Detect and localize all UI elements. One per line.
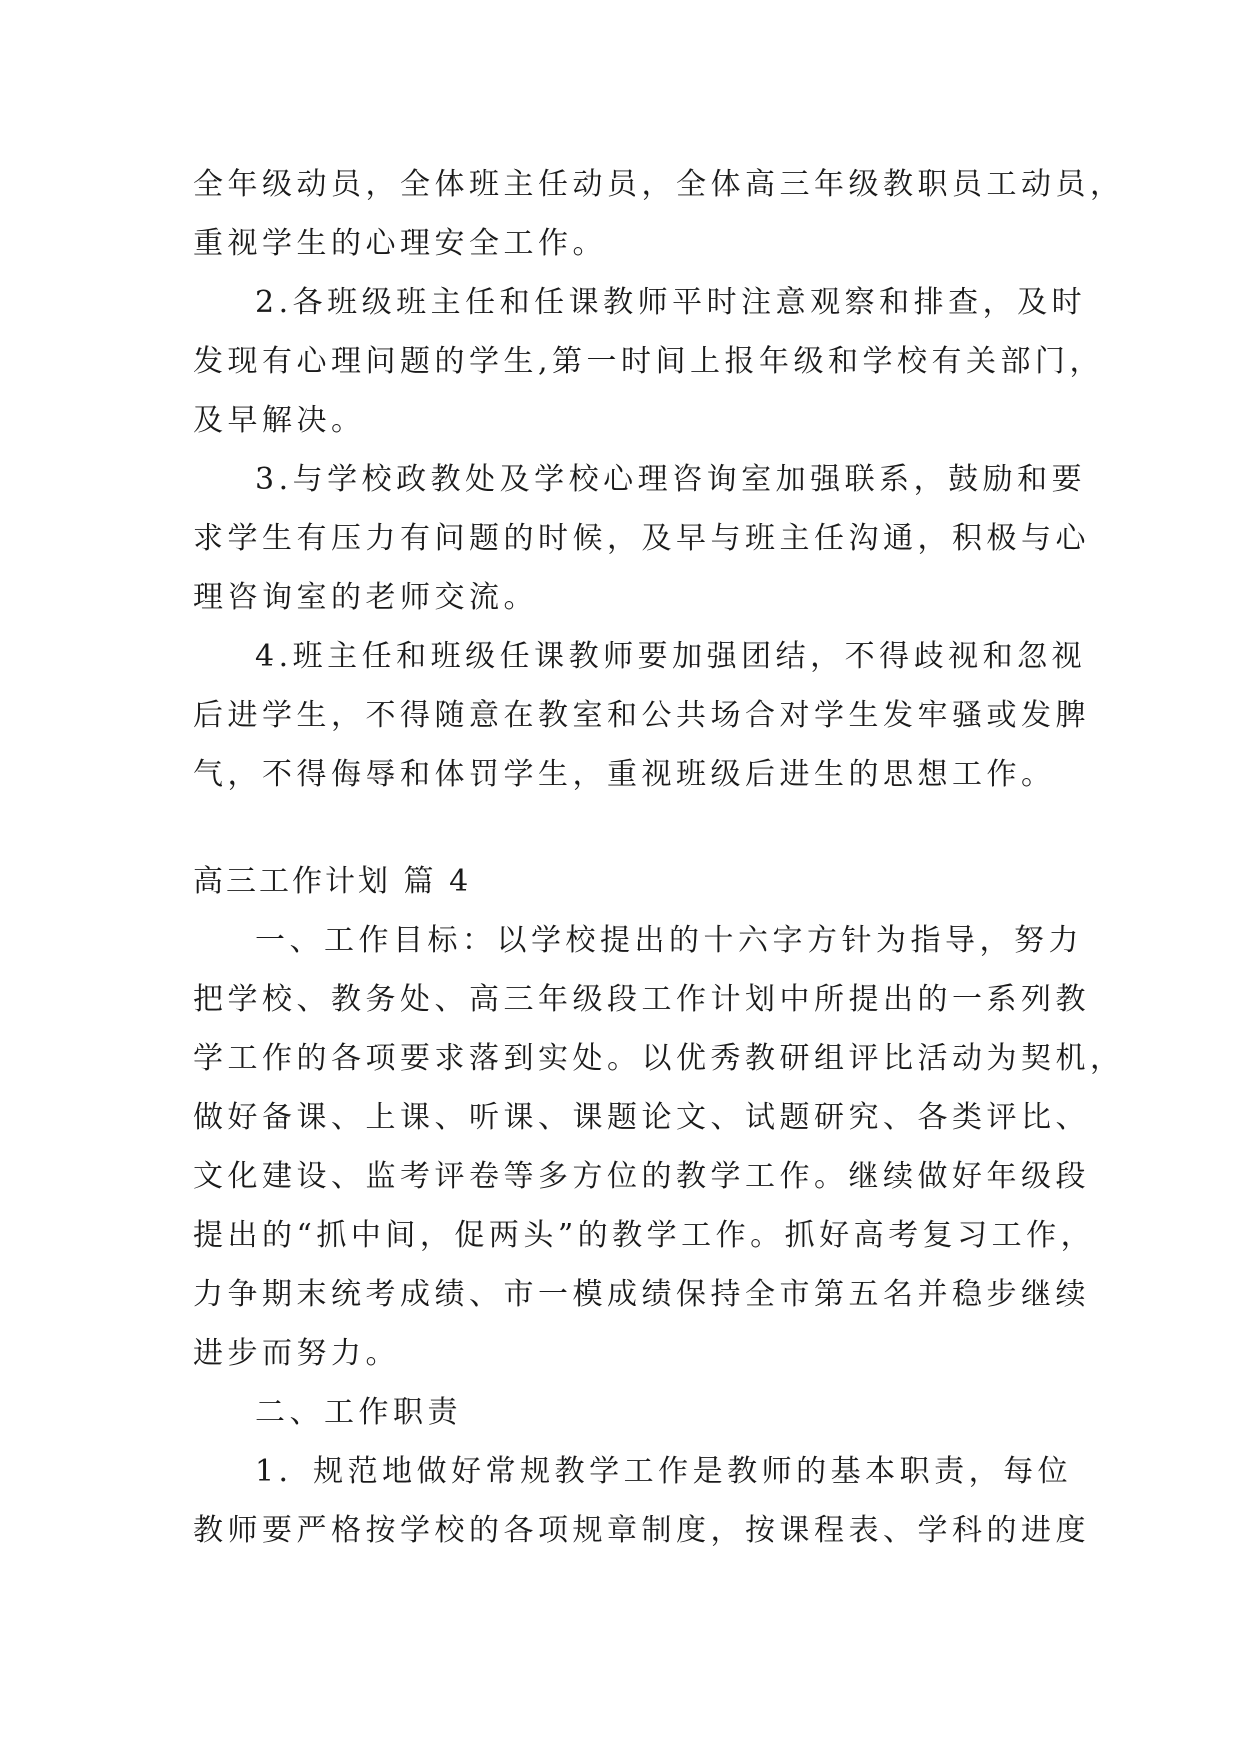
text-line: 把学校、教务处、高三年级段工作计划中所提出的一系列教 [193, 982, 1090, 1017]
text-line: 气，不得侮辱和体罚学生，重视班级后进生的思想工作。 [193, 757, 1056, 792]
text-line: 求学生有压力有问题的时候，及早与班主任沟通，积极与心 [193, 521, 1090, 556]
text-line: 全年级动员，全体班主任动员，全体高三年级教职员工动员， [193, 167, 1125, 202]
text-line: 教师要严格按学校的各项规章制度，按课程表、学科的进度 [193, 1513, 1090, 1548]
text-line: 发现有心理问题的学生,第一时间上报年级和学校有关部门， [193, 344, 1105, 379]
text-line: 2.各班级班主任和任课教师平时注意观察和排查，及时 [255, 285, 1087, 320]
section-heading: 高三工作计划 篇 4 [193, 864, 472, 899]
subheading-line: 二、工作职责 [255, 1395, 462, 1430]
text-line: 进步而努力。 [193, 1336, 400, 1371]
text-line: 文化建设、监考评卷等多方位的教学工作。继续做好年级段 [193, 1159, 1090, 1194]
text-line: 重视学生的心理安全工作。 [193, 226, 607, 261]
text-line: 3.与学校政教处及学校心理咨询室加强联系，鼓励和要 [255, 462, 1087, 497]
text-line: 理咨询室的老师交流。 [193, 580, 538, 615]
text-line: 后进学生，不得随意在教室和公共场合对学生发牢骚或发脾 [193, 698, 1090, 733]
text-line: 做好备课、上课、听课、课题论文、试题研究、各类评比、 [193, 1100, 1090, 1135]
text-line: 4.班主任和班级任课教师要加强团结，不得歧视和忽视 [255, 639, 1087, 674]
text-line: 及早解决。 [193, 403, 366, 438]
text-line: 1．规范地做好常规教学工作是教师的基本职责，每位 [255, 1454, 1073, 1489]
text-line: 提出的“抓中间，促两头”的教学工作。抓好高考复习工作， [193, 1218, 1096, 1253]
text-line: 学工作的各项要求落到实处。以优秀教研组评比活动为契机， [193, 1041, 1125, 1076]
text-line: 一、工作目标：以学校提出的十六字方针为指导，努力 [255, 923, 1083, 958]
text-line: 力争期末统考成绩、市一模成绩保持全市第五名并稳步继续 [193, 1277, 1090, 1312]
